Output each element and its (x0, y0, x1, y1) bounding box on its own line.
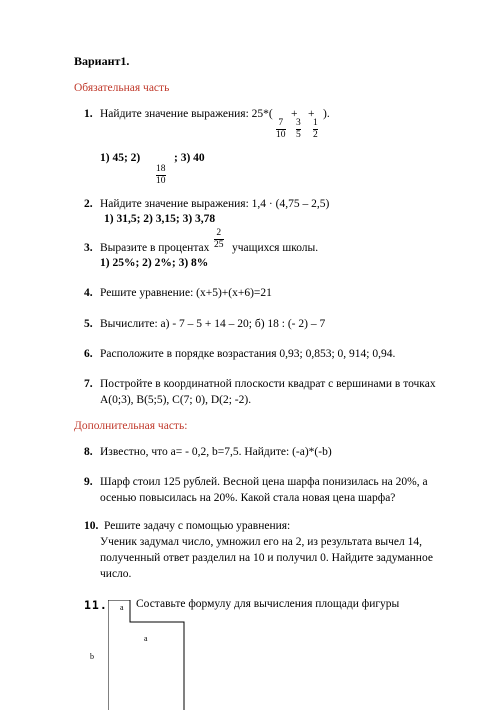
question-text: Найдите значение выражения: 25*( (100, 108, 273, 120)
question-text: учащихся школы. (232, 242, 319, 254)
section-extra: Дополнительная часть: (74, 420, 188, 432)
label-a-top: a (120, 603, 124, 612)
question-text: Решите задачу с помощью уравнения: (104, 520, 291, 532)
question-number: 9. (84, 476, 93, 488)
answer-fraction-18-10: 18 10 (156, 164, 166, 186)
question-number: 11. (84, 598, 108, 612)
question-number: 3. (84, 242, 93, 254)
question-number: 7. (84, 378, 93, 390)
label-b-left: b (90, 652, 94, 661)
answers: 1) 31,5; 2) 3,15; 3) 3,78 (104, 213, 216, 225)
question-text: Вычислите: а) - 7 – 5 + 14 – 20; б) 18 : (- 2) – 7 (100, 318, 326, 330)
question-number: 5. (84, 318, 93, 330)
close-paren: ). (323, 108, 330, 120)
question-text: Составьте формулу для вычисления площади фигуры (136, 598, 400, 610)
question-number: 4. (84, 287, 93, 299)
question-number: 6. (84, 348, 93, 360)
plus-sign: + (308, 108, 315, 120)
fraction-1-2: 1 2 (313, 118, 318, 140)
question-text: осенью повысилась на 20%. Какой стала новая цена шарфа? (100, 492, 396, 504)
question-number: 8. (84, 446, 93, 458)
question-text: Постройте в координатной плоскости квадрат с вершинами в точках (100, 378, 436, 390)
figure-outline (108, 600, 184, 710)
question-text: Шарф стоил 125 рублей. Весной цена шарфа понизилась на 20%, а (100, 476, 428, 488)
fraction-7-10: 7 10 (276, 118, 286, 140)
variant-title: Вариант1. (74, 54, 130, 68)
question-text: Ученик задумал число, умножил его на 2, из результата вычел 14, (100, 536, 423, 548)
question-text: Выразите в процентах (100, 242, 210, 254)
answers: ; 3) 40 (174, 152, 205, 164)
question-text: Расположите в порядке возрастания 0,93; 0,853; 0, 914; 0,94. (100, 348, 396, 360)
question-text: A(0;3), B(5;5), C(7; 0), D(2; -2). (100, 394, 252, 406)
question-number: 2. (84, 198, 93, 210)
question-text: Решите уравнение: (x+5)+(x+6)=21 (100, 287, 272, 299)
question-number: 1. (84, 108, 93, 120)
question-text: Найдите значение выражения: 1,4 · (4,75 – 2,5) (100, 198, 330, 210)
plus-sign: + (291, 108, 298, 120)
label-a-right: a (144, 634, 148, 643)
question-text: число. (100, 568, 132, 580)
answers: 1) 45; 2) (100, 152, 141, 164)
question-text: полученный ответ разделил на 10 и получил 0. Найдите задуманное (100, 552, 433, 564)
fraction-3-5: 3 5 (296, 118, 301, 140)
fraction-2-25: 2 25 (214, 228, 224, 250)
question-text: Известно, что а= - 0,2, b=7,5. Найдите: (-a)*(-b) (100, 446, 332, 458)
l-shaped-figure (108, 600, 198, 710)
answers: 1) 25%; 2) 2%; 3) 8% (100, 257, 209, 269)
question-number: 10. (84, 520, 99, 532)
section-required: Обязательная часть (74, 82, 170, 94)
